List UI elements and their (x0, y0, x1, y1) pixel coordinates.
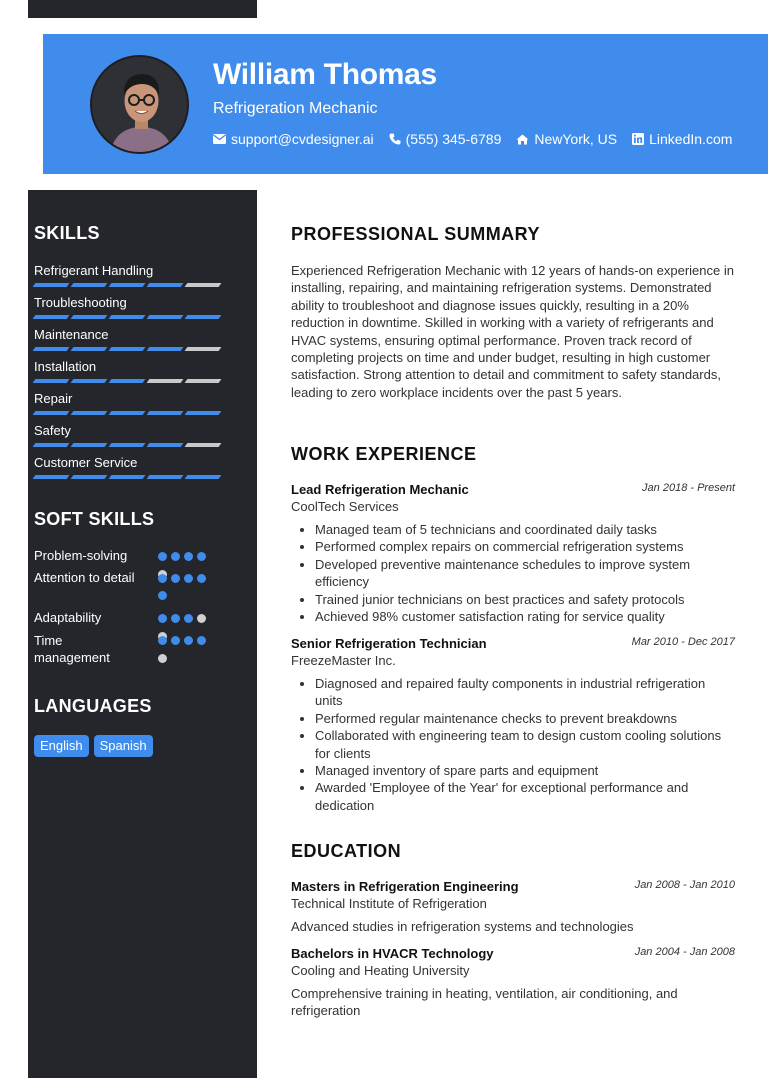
skill-level-segment (71, 443, 108, 447)
job-company: FreezeMaster Inc. (291, 653, 396, 668)
skills-heading: SKILLS (34, 223, 100, 243)
skill-level-segment (147, 379, 184, 383)
skill-level-segment (33, 315, 70, 319)
rating-dot (197, 574, 206, 583)
contact-phone[interactable] (389, 131, 502, 147)
soft-skill-name: Attention to detail (34, 570, 135, 585)
rating-dot (184, 574, 193, 583)
soft-skill-name: Adaptability (34, 610, 102, 625)
skill-name: Installation (34, 359, 97, 374)
skill-level-segment (71, 411, 108, 415)
skill-level-bar (34, 443, 224, 447)
skill-item (34, 262, 224, 287)
job-dates: Mar 2010 - Dec 2017 (631, 636, 735, 648)
skill-name: Maintenance (34, 327, 109, 342)
job-entry (291, 635, 735, 814)
skill-level-segment (71, 347, 108, 351)
job-bullet: • Diagnosed and repaired faulty components in industrial refrigeration units (315, 675, 735, 710)
contact-bar (213, 131, 747, 147)
skill-item (34, 390, 224, 415)
skill-level-segment (147, 475, 184, 479)
location-text: NewYork, US (534, 131, 618, 147)
skill-level-segment (71, 315, 108, 319)
job-bullet: • Developed preventive maintenance schedules to improve system efficiency (315, 556, 735, 591)
job-bullet: • Collaborated with engineering team to design custom cooling solutions for clients (315, 727, 735, 762)
skill-level-segment (109, 379, 146, 383)
contact-location (516, 131, 617, 147)
rating-dot (171, 552, 180, 561)
skill-level-segment (185, 411, 222, 415)
job-bullets (291, 521, 735, 625)
skill-level-segment (109, 443, 146, 447)
skill-level-bar (34, 347, 224, 351)
rating-dot (197, 636, 206, 645)
education-entry (291, 945, 735, 1020)
skill-level-segment (33, 283, 70, 287)
education-school: Technical Institute of Refrigeration (291, 896, 487, 911)
languages-list (34, 735, 158, 757)
rating-dot (184, 614, 193, 623)
job-company: CoolTech Services (291, 499, 399, 514)
rating-dot (158, 552, 167, 561)
skill-level-segment (109, 475, 146, 479)
skill-level-segment (185, 347, 222, 351)
education-dates: Jan 2004 - Jan 2008 (634, 946, 735, 958)
skill-level-segment (147, 315, 184, 319)
education-school: Cooling and Heating University (291, 963, 470, 978)
phone-text: (555) 345-6789 (405, 131, 502, 147)
languages-heading: LANGUAGES (34, 696, 152, 716)
contact-linkedin[interactable] (632, 131, 732, 147)
skill-level-segment (33, 475, 70, 479)
education-degree: Masters in Refrigeration Engineering (291, 879, 519, 894)
education-degree: Bachelors in HVACR Technology (291, 946, 494, 961)
skill-level-segment (71, 379, 108, 383)
skill-level-bar (34, 379, 224, 383)
job-bullet: • Achieved 98% customer satisfaction rating for service quality (315, 608, 735, 625)
candidate-name: William Thomas (213, 58, 437, 91)
job-bullet: • Trained junior technicians on best practices and safety protocols (315, 591, 735, 608)
education-description: Comprehensive training in heating, ventilation, air conditioning, and refrigeration (291, 986, 678, 1019)
skill-level-segment (71, 283, 108, 287)
language-badge: English (34, 735, 89, 757)
rating-dot (171, 574, 180, 583)
skill-name: Troubleshooting (34, 295, 127, 310)
candidate-title: Refrigeration Mechanic (213, 100, 378, 117)
linkedin-icon (632, 133, 644, 145)
experience-heading: WORK EXPERIENCE (291, 444, 477, 464)
skill-level-segment (147, 411, 184, 415)
soft-skill-rating (158, 614, 210, 623)
education-dates: Jan 2008 - Jan 2010 (634, 879, 735, 891)
skill-item (34, 454, 224, 479)
skill-level-segment (33, 411, 70, 415)
skill-level-segment (109, 347, 146, 351)
job-role: Lead Refrigeration Mechanic (291, 482, 469, 497)
job-dates: Jan 2018 - Present (642, 482, 735, 494)
skill-level-segment (147, 283, 184, 287)
skill-level-bar (34, 283, 224, 287)
language-badge: Spanish (94, 735, 153, 757)
skill-level-segment (109, 411, 146, 415)
skill-level-segment (185, 443, 222, 447)
skill-level-segment (33, 347, 70, 351)
soft-skill-adaptability (34, 609, 224, 626)
skill-item (34, 358, 224, 383)
soft-skills-heading: SOFT SKILLS (34, 509, 155, 529)
skill-level-segment (185, 379, 222, 383)
envelope-icon (213, 134, 226, 144)
rating-dot (171, 636, 180, 645)
rating-dot (158, 614, 167, 623)
skill-level-segment (71, 475, 108, 479)
soft-skill-name: Time management (34, 633, 110, 665)
email-text: support@cvdesigner.ai (231, 131, 374, 147)
job-bullet: • Performed complex repairs on commercial refrigeration systems (315, 538, 735, 555)
soft-skill-rating (158, 552, 210, 561)
summary-heading: PROFESSIONAL SUMMARY (291, 224, 541, 244)
skill-level-bar (34, 411, 224, 415)
skill-level-segment (109, 315, 146, 319)
rating-dot (197, 614, 206, 623)
job-role: Senior Refrigeration Technician (291, 636, 487, 651)
skill-level-bar (34, 475, 224, 479)
skill-item (34, 294, 224, 319)
education-entry (291, 878, 735, 935)
job-bullets (291, 675, 735, 814)
skill-level-segment (33, 379, 70, 383)
soft-skill-time-management (34, 632, 224, 666)
skill-level-segment (185, 283, 222, 287)
rating-dot (158, 591, 167, 600)
job-bullet: • Performed regular maintenance checks to prevent breakdowns (315, 710, 735, 727)
skill-level-segment (185, 475, 222, 479)
linkedin-text: LinkedIn.com (649, 131, 733, 147)
rating-dot (184, 636, 193, 645)
job-bullet: • Managed team of 5 technicians and coordinated daily tasks (315, 521, 735, 538)
skill-name: Customer Service (34, 455, 138, 470)
rating-dot (197, 552, 206, 561)
skill-level-segment (33, 443, 70, 447)
education-description: Advanced studies in refrigeration systems and technologies (291, 919, 634, 934)
summary-text: Experienced Refrigeration Mechanic with 12 years of hands-on experience in installing, repairing, and maintaining refrigeration systems. Demonstrated ability to troubleshoot and diagnose issues quickly, resulting in a 20% reduction in downtime. Skilled in working with a variety of refrigerants and HVAC systems, ensuring optimal performance. Proven track record of completing projects on time and under budget, resulting in high customer satisfaction. Strong attention to detail and commitment to safety standards, leading to zero workplace incidents over the past 5 years. (291, 263, 734, 400)
skill-name: Refrigerant Handling (34, 263, 154, 278)
phone-icon (389, 133, 401, 145)
skill-level-segment (147, 347, 184, 351)
skill-name: Safety (34, 423, 71, 438)
rating-dot (184, 552, 193, 561)
rating-dot (158, 636, 167, 645)
avatar (90, 55, 189, 154)
skill-level-bar (34, 315, 224, 319)
skill-level-segment (185, 315, 222, 319)
contact-email[interactable] (213, 131, 374, 147)
soft-skill-problem-solving (34, 547, 224, 564)
job-entry (291, 481, 735, 625)
skill-item (34, 422, 224, 447)
education-heading: EDUCATION (291, 841, 402, 861)
skill-level-segment (109, 283, 146, 287)
rating-dot (171, 614, 180, 623)
home-icon (516, 134, 529, 145)
soft-skill-name: Problem-solving (34, 548, 128, 563)
skill-name: Repair (34, 391, 73, 406)
skill-item (34, 326, 224, 351)
rating-dot (158, 654, 167, 663)
soft-skill-attention-to-detail (34, 569, 224, 586)
job-bullet: • Awarded 'Employee of the Year' for exceptional performance and dedication (315, 779, 735, 814)
skill-level-segment (147, 443, 184, 447)
job-bullet: • Managed inventory of spare parts and equipment (315, 762, 735, 779)
rating-dot (158, 574, 167, 583)
